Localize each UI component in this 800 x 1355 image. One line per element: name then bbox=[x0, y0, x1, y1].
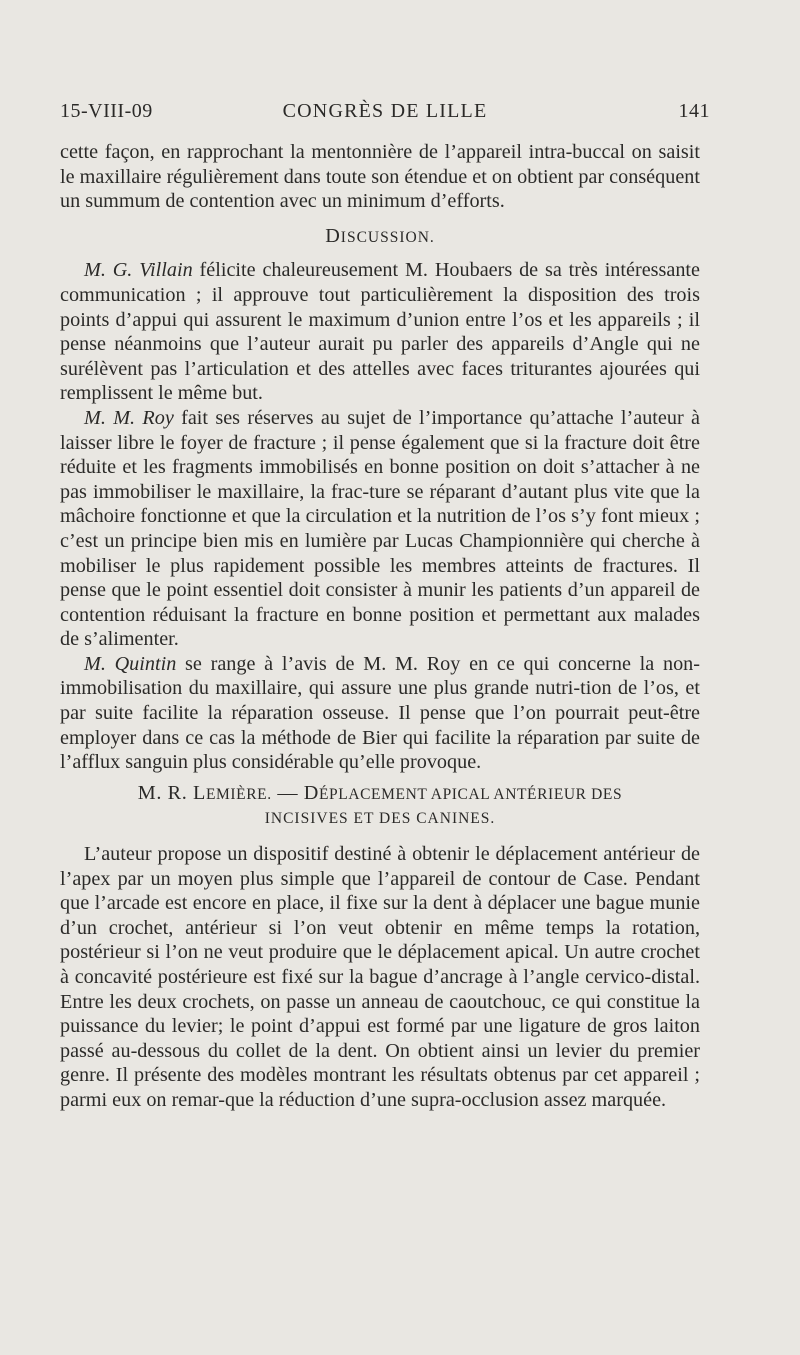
section-heading bbox=[60, 781, 700, 832]
paragraph-lemiere: L’auteur propose un dispositif destiné à obtenir le déplacement antérieur de l’apex par un moyen plus simple que l’appareil de contour de Case. Pendant que l’arcade est encore en place, il fixe sur la dent à déplacer une bague munie d’un crochet, antérieur si l’on veut obtenir en même temps la rotation, postérieur si l’on ne veut produire que le déplacement apical. Un autre crochet à concavité postérieure est fixé sur la bague d’ancrage à l’angle cervico-distal. Entre les deux crochets, on passe un anneau de caoutchouc, ce qui constitue la puissance du levier; le point d’appui est formé par une ligature de gros laiton passé au-dessous du collet de la dent. On obtient ainsi un levier du premier genre. Il présente des modèles montrant les résultats obtenus par cet appareil ; parmi eux on remar-que la réduction d’une supra-occlusion assez marquée. bbox=[60, 843, 700, 1111]
header-date: 15-VIII-09 bbox=[60, 100, 153, 122]
speaker-quintin: M. Quintin bbox=[84, 652, 177, 675]
speaker-roy: M. M. Roy bbox=[84, 406, 174, 429]
section-heading-line1 bbox=[60, 781, 700, 808]
section-title-rest: ÉPLACEMENT APICAL ANTÉRIEUR DES bbox=[318, 785, 623, 803]
discussion-heading bbox=[60, 224, 700, 251]
page-body bbox=[60, 140, 700, 1113]
section-author-rest: EMIÈRE. bbox=[205, 785, 272, 803]
discussion-rest: ISCUSSION. bbox=[340, 228, 435, 246]
header-title: CONGRÈS DE LILLE bbox=[282, 100, 488, 122]
text-roy: fait ses réserves au sujet de l’importance qu’attache l’auteur à laisser libre le foyer de fracture ; il pense également que si la fracture doit être réduite et les fragments immobilisés en bonne position on doit s’attacher à ne pas immobiliser le maxillaire, la frac-ture se réparant d’autant plus vite que la mâchoire fonctionne et que la circulation et la nutrition de l’os s’y font mieux ; c’est un principe bien mis en lumière par Lucas Championnière qui cherche à mobiliser le plus rapidement possible les membres atteints de fractures. Il pense que le point essentiel doit consister à munir les patients d’un appareil de contention réduisant la fracture en bonne position et permettant aux malades de s’alimenter. bbox=[60, 406, 700, 651]
text-villain: félicite chaleureusement M. Houbaers de sa très intéressante communication ; il approuve tout particulièrement la disposition des trois points d’appui qui assurent le maximum d’union entre l’os et les appareils ; il pense néanmoins que l’auteur aurait pu parler des appareils d’Angle qui ne surélèvent pas l’articulation et des attelles avec faces triturantes ajourées qui remplissent le même but. bbox=[60, 259, 700, 405]
paragraph-villain bbox=[60, 258, 700, 406]
running-header bbox=[60, 100, 710, 130]
speaker-villain: M. G. Villain bbox=[84, 259, 193, 282]
section-heading-line2: INCISIVES ET DES CANINES. bbox=[264, 810, 496, 828]
paragraph-roy bbox=[60, 406, 700, 652]
paragraph-continuation: cette façon, en rapprochant la mentonnière de l’appareil intra-buccal on saisit le maxillaire régulièrement dans toute son étendue et on obtient par conséquent un summum de contention avec un minimum d’efforts. bbox=[60, 141, 700, 213]
page-number: 141 bbox=[678, 100, 710, 122]
text-quintin: se range à l’avis de M. M. Roy en ce qui concerne la non-immobilisation du maxillaire, qui assure une plus grande nutri-tion de l’os, et par suite facilite la réparation osseuse. Il pense que l’on pourrait peut-être employer dans ce cas la méthode de Bier qui facilite la réparation par suite de l’afflux sanguin plus considérable qu’elle provoque. bbox=[60, 652, 700, 774]
section-dash: — D bbox=[271, 781, 319, 804]
discussion-initial: D bbox=[325, 224, 341, 247]
section-author-prefix: M. R. L bbox=[137, 781, 206, 804]
paragraph-quintin bbox=[60, 652, 700, 775]
